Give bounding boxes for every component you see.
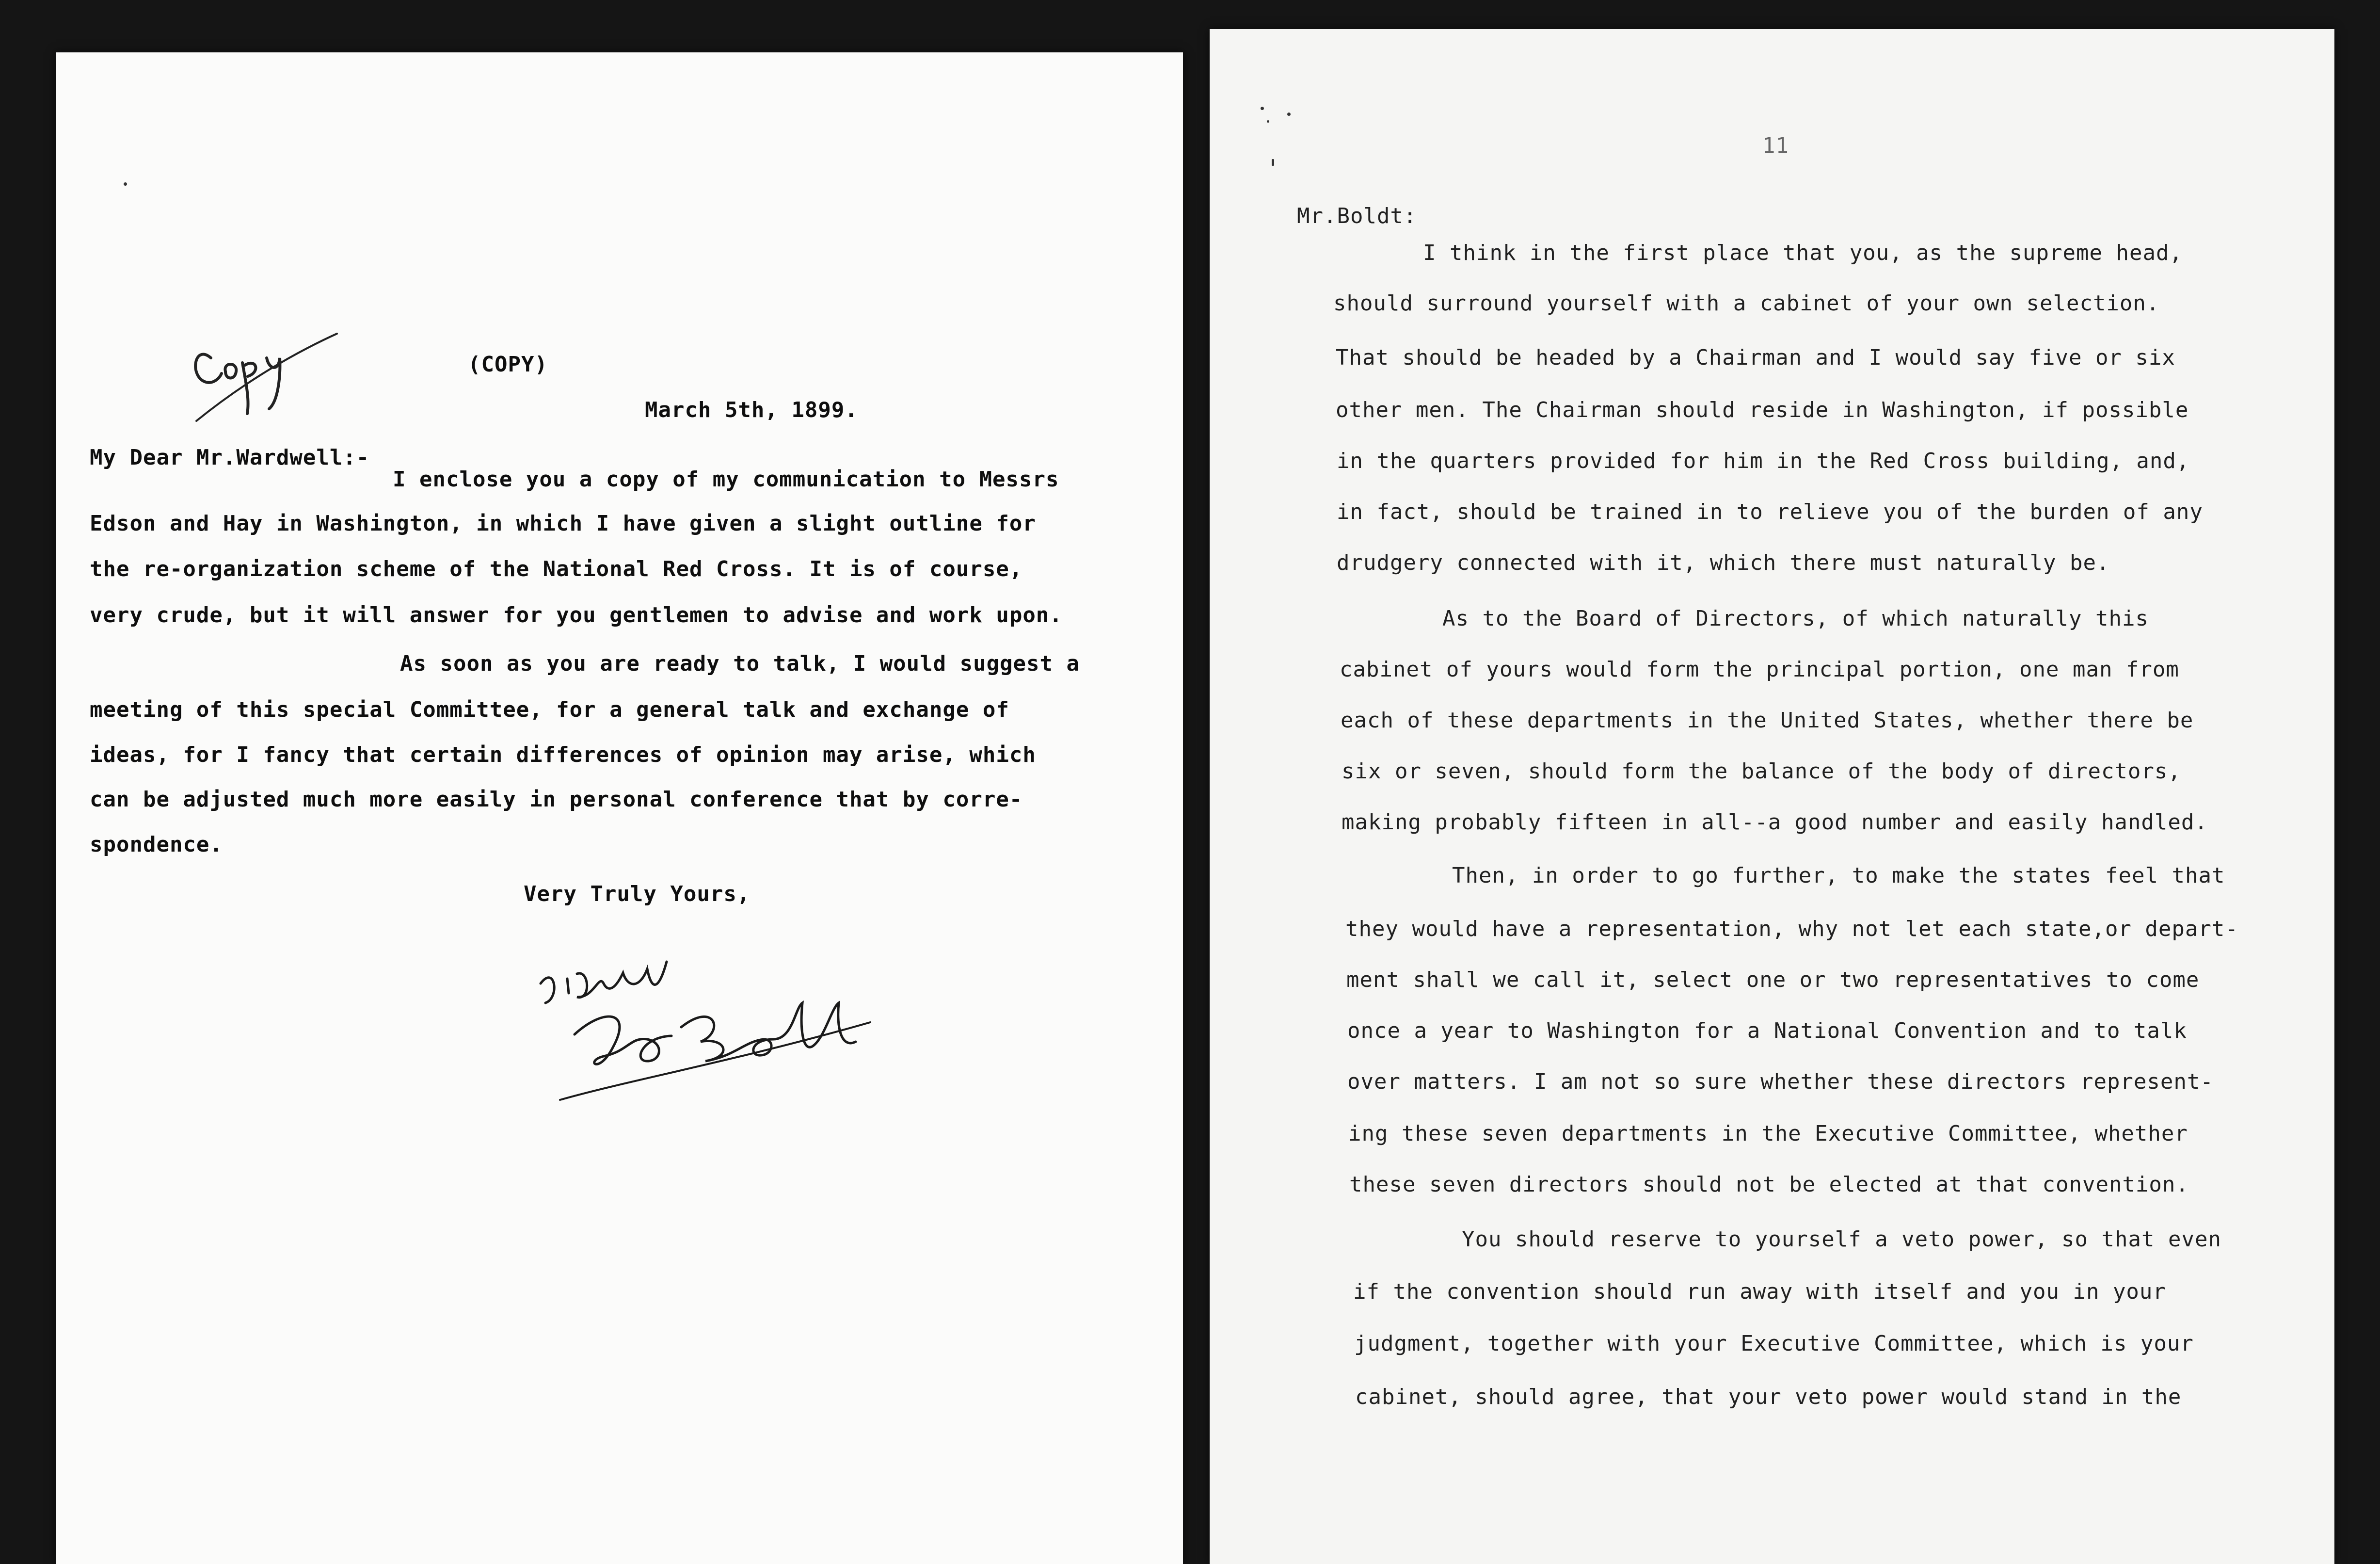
body-line: spondence. — [90, 832, 223, 857]
body-line: if the convention should run away with itself and you in your — [1353, 1279, 2166, 1304]
body-line: cabinet of yours would form the principal portion, one man from — [1340, 657, 2179, 682]
body-line: over matters. I am not so sure whether these directors represent- — [1347, 1069, 2214, 1094]
body-line: judgment, together with your Executive Committee, which is your — [1354, 1331, 2194, 1356]
body-line: making probably fifteen in all--a good number and easily handled. — [1342, 810, 2208, 835]
body-line: in the quarters provided for him in the Red Cross building, and, — [1337, 449, 2190, 473]
letter-heading: (COPY) — [468, 352, 548, 377]
body-line: can be adjusted much more easily in personal conference that by corre- — [90, 787, 1023, 812]
body-line: drudgery connected with it, which there must naturally be. — [1337, 550, 2110, 575]
body-line: Then, in order to go further, to make the states feel that — [1452, 863, 2225, 888]
body-line: six or seven, should form the balance of the body of directors, — [1342, 759, 2181, 784]
page-number: 11 — [1762, 133, 1789, 158]
letter-page-right — [1210, 29, 2334, 1564]
letter-page-left — [56, 52, 1183, 1564]
body-line: other men. The Chairman should reside in Washington, if possible — [1336, 398, 2189, 422]
body-line: these seven directors should not be elected at that convention. — [1349, 1172, 2189, 1197]
copy-handwritten-note — [177, 285, 342, 431]
body-line: they would have a representation, why not let each state,or depart- — [1345, 917, 2238, 941]
letter-date: March 5th, 1899. — [645, 398, 858, 422]
salutation: My Dear Mr.Wardwell:- — [90, 445, 370, 470]
handwritten-signature — [531, 916, 880, 1144]
body-line: the re-organization scheme of the National Red Cross. It is of course, — [90, 557, 1023, 581]
addressee: Mr.Boldt: — [1297, 204, 1417, 228]
body-line: once a year to Washington for a National Convention and to talk — [1347, 1018, 2187, 1043]
body-line: meeting of this special Committee, for a general talk and exchange of — [90, 697, 1009, 722]
body-line: Edson and Hay in Washington, in which I have given a slight outline for — [90, 511, 1036, 536]
closing: Very Truly Yours, — [524, 882, 751, 906]
body-line: ment shall we call it, select one or two representatives to come — [1346, 967, 2200, 992]
body-line: very crude, but it will answer for you gentlemen to advise and work upon. — [90, 603, 1063, 628]
body-line: ideas, for I fancy that certain differences of opinion may arise, which — [90, 742, 1036, 767]
body-line: cabinet, should agree, that your veto power would stand in the — [1355, 1385, 2182, 1409]
body-line: That should be headed by a Chairman and I would say five or six — [1336, 345, 2175, 370]
body-line: As soon as you are ready to talk, I would suggest a — [400, 651, 1080, 676]
body-line: in fact, should be trained in to relieve you of the burden of any — [1337, 500, 2203, 524]
body-line: I think in the first place that you, as the supreme head, — [1423, 241, 2183, 265]
body-line: ing these seven departments in the Executive Committee, whether — [1348, 1121, 2188, 1146]
body-line: As to the Board of Directors, of which naturally this — [1442, 606, 2149, 631]
body-line: You should reserve to yourself a veto power, so that even — [1462, 1227, 2221, 1252]
body-line: each of these departments in the United States, whether there be — [1341, 708, 2194, 733]
body-line: should surround yourself with a cabinet of your own selection. — [1333, 291, 2160, 316]
body-line: I enclose you a copy of my communication to Messrs — [393, 467, 1059, 492]
